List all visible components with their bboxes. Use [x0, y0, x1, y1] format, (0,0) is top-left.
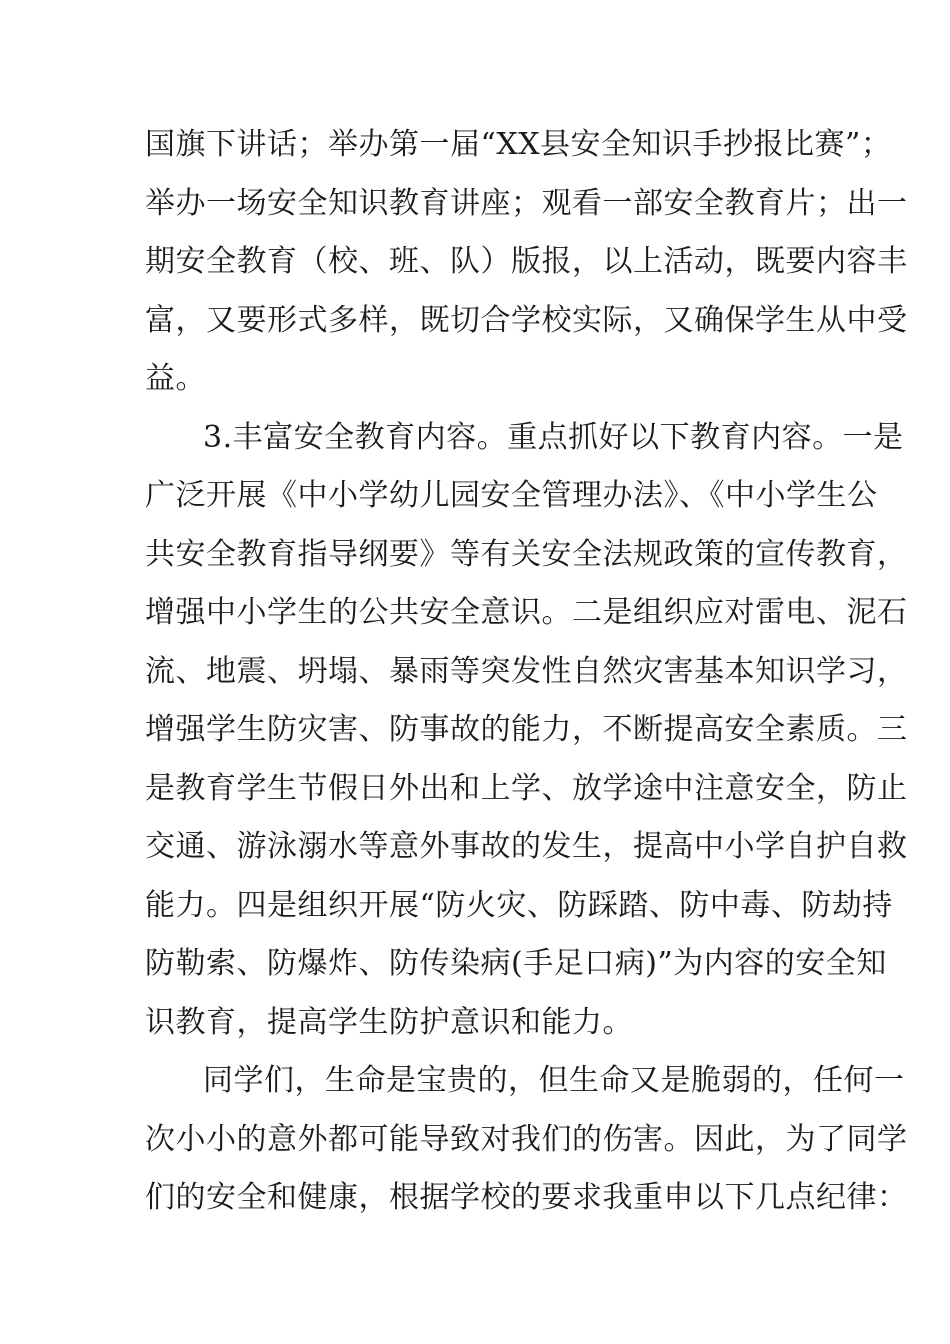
text-line: 增强中小学生的公共安全意识。二是组织应对雷电、泥石 — [145, 595, 908, 630]
text-line: 增强学生防灾害、防事故的能力，不断提高安全素质。三 — [145, 712, 908, 747]
paragraph-start-line: 同学们，生命是宝贵的，但生命又是脆弱的，任何一 — [203, 1063, 905, 1098]
paragraph-start-line: 3.丰富安全教育内容。重点抓好以下教育内容。一是 — [203, 419, 904, 455]
text-line: 国旗下讲话；举办第一届“XX县安全知识手抄报比赛”； — [145, 127, 892, 162]
text-line: 们的安全和健康，根据学校的要求我重申以下几点纪律： — [145, 1180, 908, 1215]
text-line: 广泛开展《中小学幼儿园安全管理办法》、《中小学生公 — [145, 478, 878, 513]
text-line: 流、地震、坍塌、暴雨等突发性自然灾害基本知识学习， — [145, 653, 908, 689]
text-line: 举办一场安全知识教育讲座；观看一部安全教育片；出一 — [145, 185, 908, 221]
text-line: 益。 — [145, 361, 206, 396]
document-body — [145, 116, 908, 1228]
text-line: 是教育学生节假日外出和上学、放学途中注意安全，防止 — [145, 770, 908, 806]
text-line: 次小小的意外都可能导致对我们的伤害。因此，为了同学 — [145, 1121, 908, 1157]
text-line: 识教育，提高学生防护意识和能力。 — [145, 1004, 633, 1040]
text-line: 交通、游泳溺水等意外事故的发生，提高中小学自护自救 — [145, 829, 908, 864]
text-line: 共安全教育指导纲要》等有关安全法规政策的宣传教育， — [145, 536, 908, 572]
text-line: 防勒索、防爆炸、防传染病(手足口病)”为内容的安全知 — [145, 946, 887, 981]
text-line: 能力。四是组织开展“防火灾、防踩踏、防中毒、防劫持 — [145, 887, 893, 923]
text-line: 富，又要形式多样，既切合学校实际，又确保学生从中受 — [145, 302, 908, 338]
text-line: 期安全教育（校、班、队）版报，以上活动，既要内容丰 — [145, 244, 908, 279]
